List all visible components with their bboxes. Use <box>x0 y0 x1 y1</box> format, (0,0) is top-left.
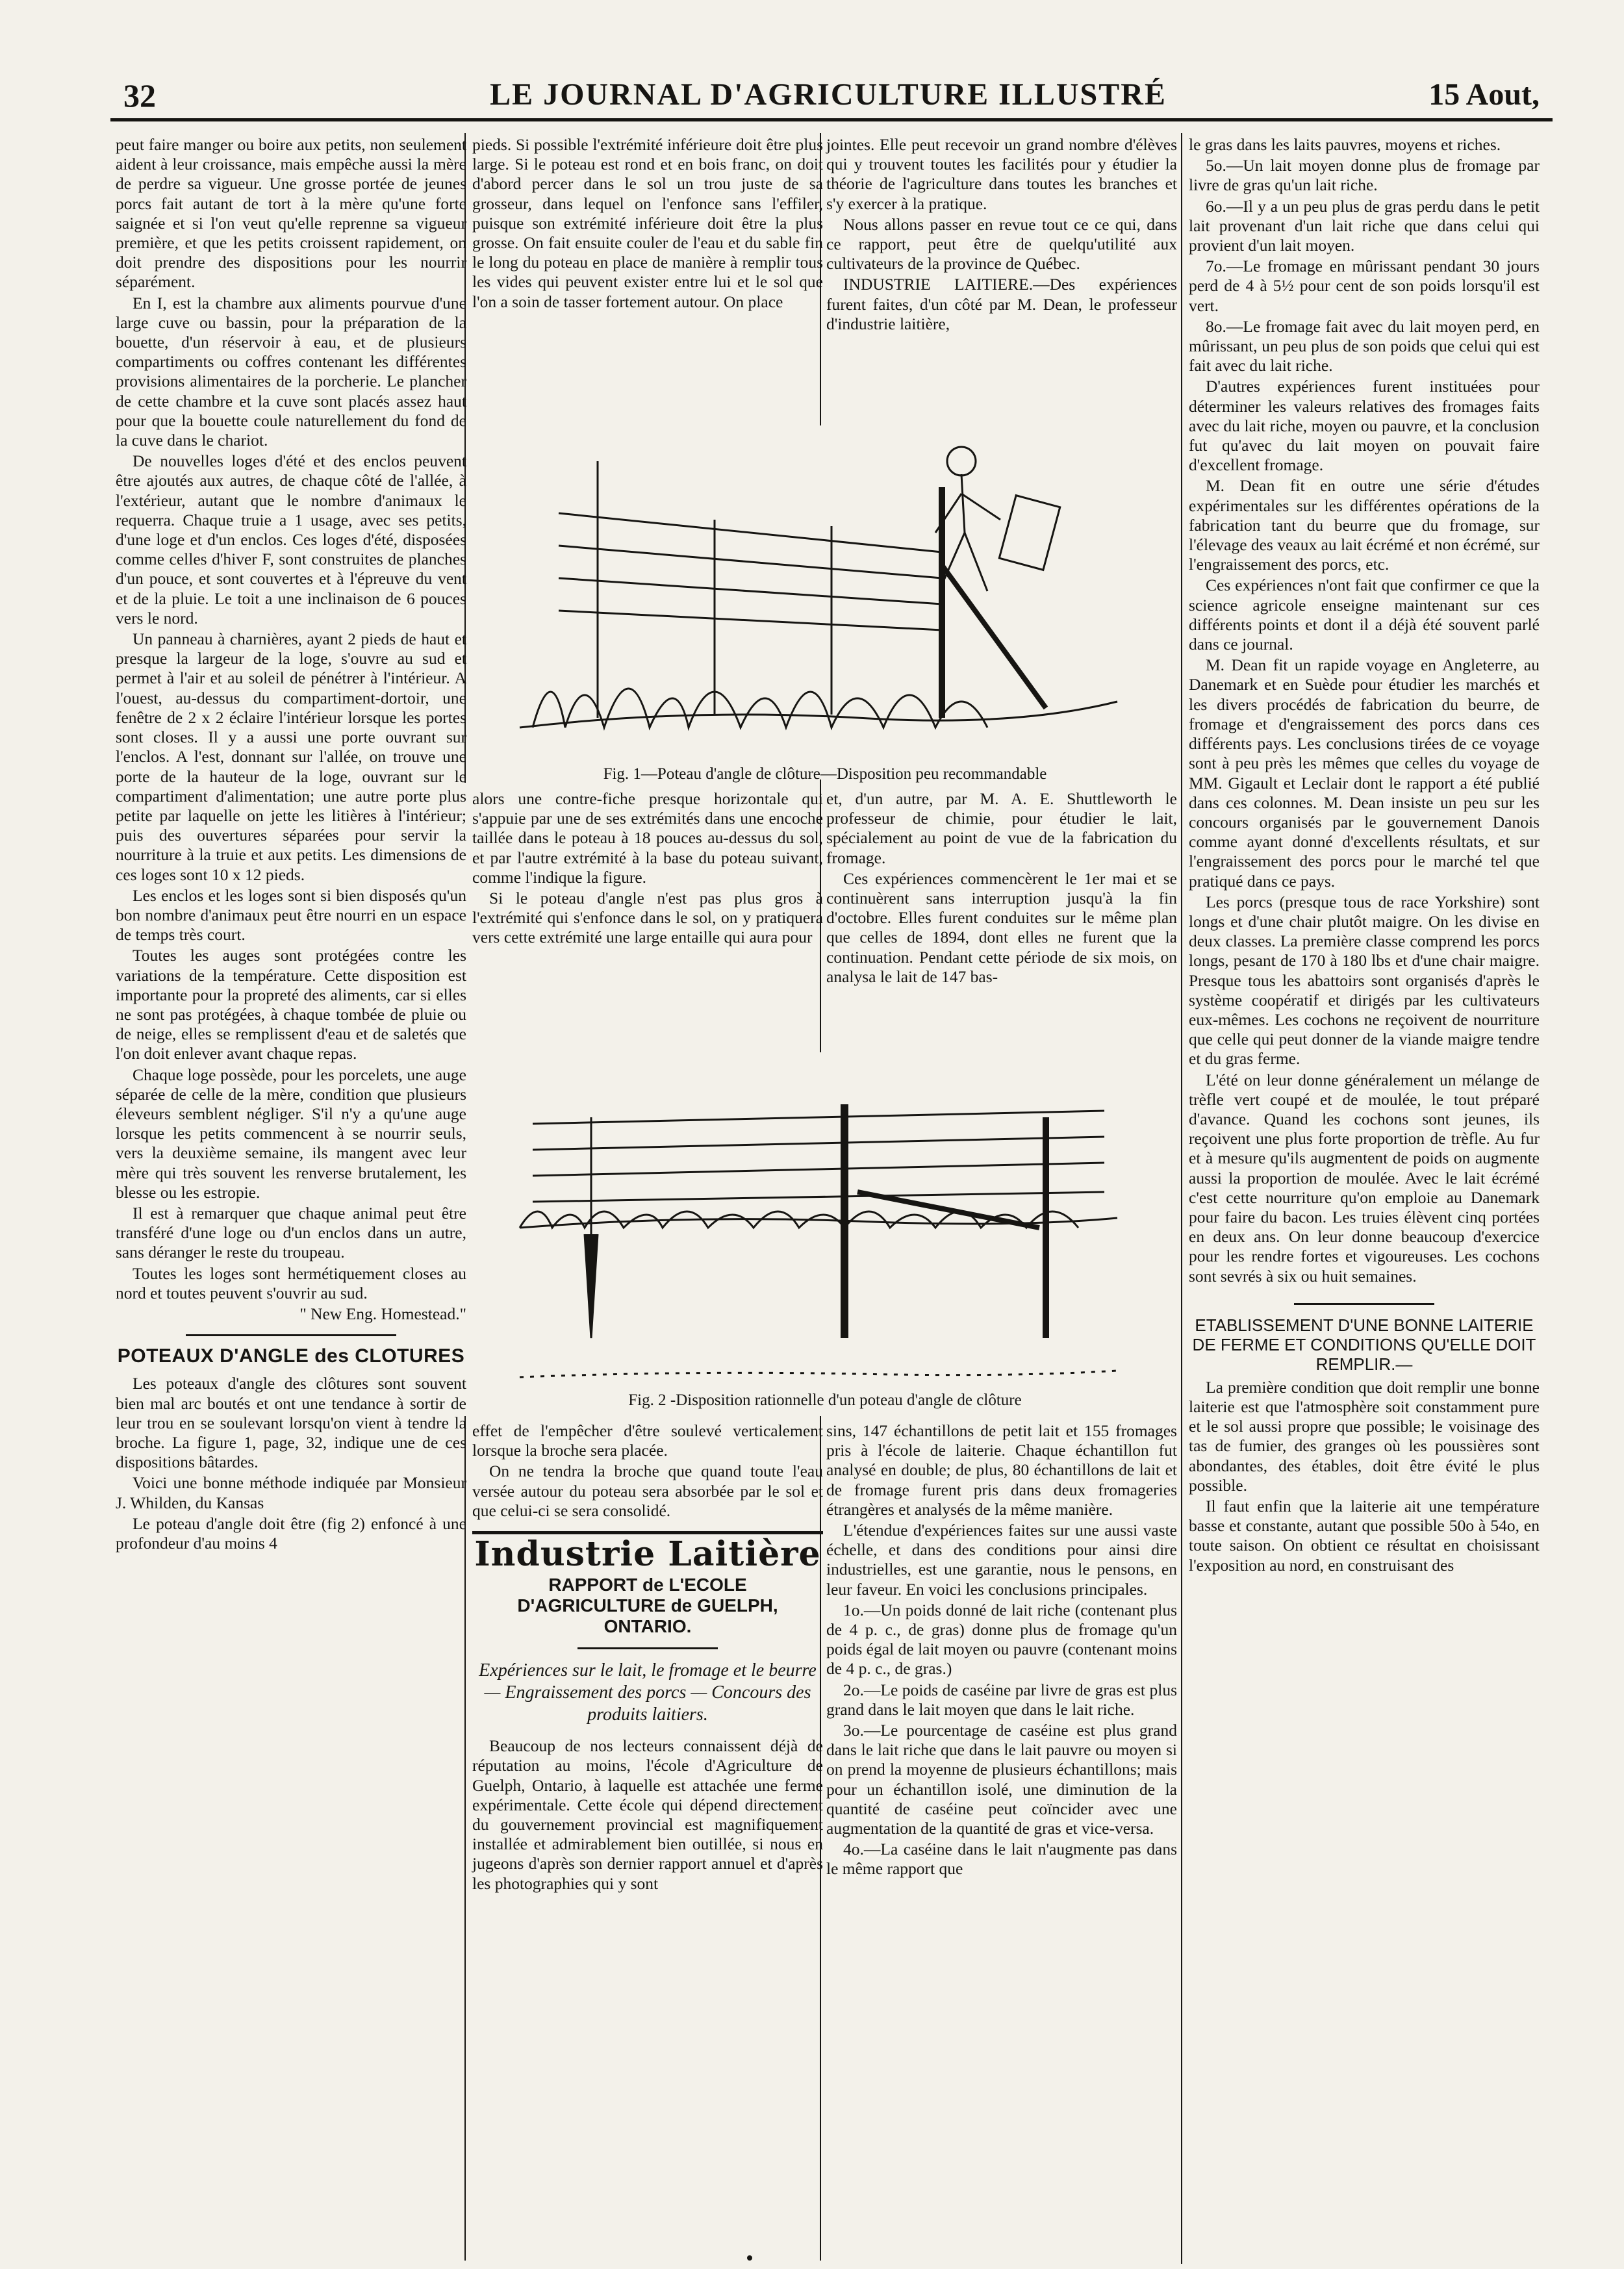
paragraph: L'étendue d'expériences faites sur une aussi vaste échelle, et dans des conditions pour ainsi dire industrielles, est une garantie, nous le pensons, en leur faveur. En voici les conclusions principales. <box>826 1521 1177 1599</box>
paragraph: Si le poteau d'angle n'est pas plus gros à l'extrémité qui s'enfonce dans le sol, on y pratiquera vers cette extrémité une large entaille qui aura pour <box>472 889 823 947</box>
paragraph: On ne tendra la broche que quand toute l'eau versée autour du poteau sera absorbée par le sol et que celui-ci se sera consolidé. <box>472 1462 823 1520</box>
paragraph: Les poteaux d'angle des clôtures sont souvent bien mal arc boutés et ont une tendance à sortir de leur trou en se soulevant lorsqu'on vient à tendre la broche. La figure 1, page, 32, indique une de ces dispositions bâtardes. <box>116 1374 466 1472</box>
issue-date: 15 Aout, <box>1428 77 1540 112</box>
paragraph: effet de l'empêcher d'être soulevé verticalement lorsque la broche sera placée. <box>472 1421 823 1460</box>
paragraph: M. Dean fit en outre une série d'études expérimentales sur les différentes opérations de la fabrication tant du beurre que du fromage, sur l'élevage des veaux au lait écrémé et non écrémé, sur l'engraissement des porcs, etc. <box>1189 476 1540 574</box>
column-3-bottom <box>826 1421 1177 1881</box>
paragraph: 2o.—Le poids de caséine par livre de gras est plus grand dans le lait moyen que dans le lait riche. <box>826 1680 1177 1719</box>
paragraph: M. Dean fit un rapide voyage en Angleterre, au Danemark et en Suède pour étudier les marchés et les divers procédés de fabrication du beurre, de fromage et d'engraissement des porcs dans ces différents pays. Les conclusions tirées de ce voyage sont à peu près les mêmes que celles du voyage de MM. Gigault et Leclair dont le rapport a été publié dans ces colonnes. M. Dean insiste un peu sur les concours organisés par le gouvernement Danois comme ayant donné d'excellents résultats, et sur l'engraissement des porcs pour le marché tel que pratiqué dans ce pays. <box>1189 655 1540 891</box>
column-2-middle <box>472 789 823 949</box>
paragraph: Beaucoup de nos lecteurs connaissent déjà de réputation au moins, l'école d'Agriculture de Guelph, Ontario, à laquelle est attachée une ferme expérimentale. Cette école qui dépend directement du gouvernement provincial est magnifiquement installée et admirablement bien outillée, si nous en jugeons d'après son dernier rapport annuel et d'après les photographies qui y sont <box>472 1736 823 1893</box>
paragraph: jointes. Elle peut recevoir un grand nombre d'élèves qui y trouvent toutes les facilités pour y étudier la théorie de l'agriculture dans toutes les branches et s'y exercer à la pratique. <box>826 135 1177 213</box>
paragraph: Le poteau d'angle doit être (fig 2) enfoncé à une profondeur d'au moins 4 <box>116 1514 466 1553</box>
paragraph: Ces expériences n'ont fait que confirmer ce que la science agricole enseigne maintenant sur ces différents points et dont il a déjà été souvent parlé dans ce journal. <box>1189 576 1540 654</box>
paragraph: Toutes les loges sont hermétiquement closes au nord et toutes peuvent s'ouvrir au sud. <box>116 1263 466 1302</box>
paragraph: 8o.—Le fromage fait avec du lait moyen perd, en mûrissant, un peu plus de son poids que celui qui est fait avec du lait riche. <box>1189 316 1540 375</box>
paragraph: Ces expériences commencèrent le 1er mai et se continuèrent sans interruption jusqu'à la fin d'octobre. Elles furent conduites sur le même plan que celles de 1894, dont elles ne furent que la continuation. Pendant cette période de six mois, on analysa le lait de 147 bas- <box>826 868 1177 986</box>
report-title: RAPPORT de L'ECOLE D'AGRICULTURE de GUELPH, ONTARIO. <box>517 1575 778 1637</box>
paragraph: 7o.—Le fromage en mûrissant pendant 30 jours perd de 4 à 5½ pour cent de son poids lorsqu'il est vert. <box>1189 257 1540 315</box>
paragraph: 6o.—Il y a un peu plus de gras perdu dans le petit lait provenant d'un lait riche que dans celui qui provient d'un lait moyen. <box>1189 196 1540 255</box>
paragraph: Il faut enfin que la laiterie ait une température basse et constante, autant que possible 50o à 54o, en toute saison. On obtient ce résultat en choisissant l'exposition au nord, en construisant des <box>1189 1497 1540 1575</box>
paragraph: L'été on leur donne généralement un mélange de trèfle vert coupé et de moulée, le tout préparé d'avance. Quand les cochons sont jeunes, ils reçoivent une plus forte proportion de trèfle. Au fur et à mesure qu'ils augmentent de poids on augmente aussi la proportion de moulée. Avec le lait écrémé c'est cette nourriture qu'on emploie au Danemark pour faire du bacon. Les truies élèvent cinq portées en deux ans. On leur donne beaucoup d'exercice pour les rendre fortes et vigoureuses. Les cochons sont sevrés à six ou huit semaines. <box>1189 1070 1540 1286</box>
column-4 <box>1189 135 1540 1577</box>
page-number: 32 <box>123 77 156 114</box>
column-3-middle <box>826 789 1177 988</box>
figure-1-caption: Fig. 1—Poteau d'angle de clôture—Disposition peu recommandable <box>603 765 1047 783</box>
paragraph: sins, 147 échantillons de petit lait et 155 fromages pris à l'école de laiterie. Chaque échantillon fut analysé en double; de plus, 80 échantillons de lait et de fromage furent pris dans deux fromageries étrangères et analysés de la même manière. <box>826 1421 1177 1519</box>
paragraph: Les enclos et les loges sont si bien disposés qu'un bon nombre d'animaux peut être nourri en un espace de temps très court. <box>116 885 466 944</box>
column-1 <box>116 135 466 1554</box>
figure-2-caption: Fig. 2 -Disposition rationnelle d'un poteau d'angle de clôture <box>628 1391 1022 1409</box>
column-2-top <box>472 135 823 313</box>
article-heading: POTEAUX D'ANGLE des CLOTURES <box>117 1345 465 1367</box>
header-rule <box>110 118 1553 121</box>
paragraph: peut faire manger ou boire aux petits, non seulement aident à leur croissance, mais empêche aussi la mère de perdre sa vigueur. Une grosse portée de jeunes porcs fait autant de tort à la mère qu'une forte saignée et si l'on veut qu'elle reprenne sa vigueur première, et que les petits croissent rapidement, on doit prendre des dispositions pour les nourrir séparément. <box>116 135 466 292</box>
paragraph: INDUSTRIE LAITIERE.—Des expériences furent faites, d'un côté par M. Dean, le professeur d'industrie laitière, <box>826 275 1177 333</box>
fence-post-figure-1 <box>494 422 1130 760</box>
column-3-top <box>826 135 1177 335</box>
paragraph: le gras dans les laits pauvres, moyens et riches. <box>1189 135 1501 154</box>
paragraph: et, d'un autre, par M. A. E. Shuttleworth le professeur de chimie, pour étudier le lait, spécialement au point de vue de la fabrication du fromage. <box>826 789 1177 867</box>
paragraph: De nouvelles loges d'été et des enclos peuvent être ajoutés aux autres, de chaque côté de l'allée, à l'extérieur, autant que le nombre d'animaux le requerra. Chaque truie a 1 usage, avec ses petits, d'une loge et d'un enclos. Ces loges d'été, disposées comme celles d'hiver F, sont construites de planches d'un pouce, et sont couvertes et à l'épreuve du vent et de la pluie. Le toit a une inclinaison de 6 pouces vers le nord. <box>116 451 466 627</box>
section-rule <box>1294 1303 1434 1305</box>
paragraph: Il est à remarquer que chaque animal peut être transféré d'une loge ou d'un enclos dans un autre, sans déranger le reste du troupeau. <box>116 1203 466 1262</box>
paragraph: 5o.—Un lait moyen donne plus de fromage par livre de gras qu'un lait riche. <box>1189 156 1540 195</box>
paragraph: pieds. Si possible l'extrémité inférieure doit être plus large. Si le poteau est rond et en bois franc, on doit d'abord percer dans le sol un trou juste de sa grosseur, dans lequel on l'enfonce sans l'effiler, puisque son extrémité inférieure doit être la plus grosse. On fait ensuite couler de l'eau et du sable fin le long du poteau en place de manière à remplir tous les vides qui peuvent exister entre lui et le sol que l'on a soin de tasser fortement autour. On place <box>472 135 823 311</box>
paragraph: Les porcs (presque tous de race Yorkshire) sont longs et d'une chair plutôt maigre. On les divise en deux classes. La première classe comprend les porcs longs, pesant de 170 à 180 lbs et d'une chair maigre. Presque tous les abattoirs sont organisés d'après le système coopératif et dirigés par les cultivateurs eux-mêmes. Les cochons ne reçoivent de nourriture que celle qui peut donner de la viande maigre tendre et du gras ferme. <box>1189 892 1540 1069</box>
paragraph: Voici une bonne méthode indiquée par Monsieur J. Whilden, du Kansas <box>116 1473 466 1512</box>
paragraph: D'autres expériences furent instituées pour déterminer les valeurs relatives des fromages faits avec du lait riche, moyen ou pauvre, et la conclusion fut qu'avec du lait moyen on pouvait faire d'excellent fromage. <box>1189 377 1540 475</box>
fence-post-figure-2 <box>494 1065 1130 1390</box>
paragraph: alors une contre-fiche presque horizontale qui s'appuie par une de ses extrémités dans une encoche taillée dans le poteau à 18 pouces au-dessus du sol, et par l'autre extrémité à la base du poteau suivant, comme l'indique la figure. <box>472 789 823 887</box>
column-divider <box>1181 133 1182 2264</box>
report-intro: Expériences sur le lait, le fromage et le beurre — Engraissement des porcs — Concours des produits laitiers. <box>479 1660 817 1725</box>
page-header <box>104 77 1553 116</box>
article-heading: ETABLISSEMENT D'UNE BONNE LAITERIE DE FERME ET CONDITIONS QU'ELLE DOIT REMPLIR.— <box>1192 1315 1536 1374</box>
paragraph: Nous allons passer en revue tout ce ce qui, dans ce rapport, peut être de quelqu'utilité aux cultivateurs de la province de Québec. <box>826 214 1177 273</box>
paragraph: Un panneau à charnières, ayant 2 pieds de haut et presque la largeur de la loge, s'ouvre au sud et permet à l'air et au soleil de pénétrer à l'intérieur. A l'ouest, au-dessus du compartiment-dortoir, une fenêtre de 2 x 2 éclaire l'intérieur lorsque les portes sont closes. Il y a aussi une porte ouvrant sur l'enclos. A l'est, donnant sur l'allée, on trouve une porte de la hauteur de la loge, ouvrant sur le compartiment d'alimentation; une autre porte plus petite par laquelle on jette les litières à l'intérieur; puis des ouvertures séparées pour servir la nourriture à la truie et aux petits. Les dimensions de ces loges sont 10 x 12 pieds. <box>116 629 466 884</box>
paragraph: 1o.—Un poids donné de lait riche (contenant plus de 4 p. c., de gras) donne plus de fromage qu'un poids égal de lait moyen ou pauvre (contenant moins de 4 p. c., de gras.) <box>826 1600 1177 1679</box>
paragraph: La première condition que doit remplir une bonne laiterie est que l'atmosphère soit constamment pure et le sol aussi propre que possible; le voisinage des tas de fumier, des granges où les poussières sont abondantes, des étables, doit être évité le plus possible. <box>1189 1377 1540 1495</box>
paragraph: Chaque loge possède, pour les porcelets, une auge séparée de celle de la mère, condition que plusieurs éleveurs semblent négliger. S'il n'y a qu'une auge lorsque les petits commencent à se nourrir seuls, vers la deuxième semaine, ils mangent avec leur mère qui très souvent les renverse brutalement, les blesse ou les estropie. <box>116 1065 466 1202</box>
source-quote: " New Eng. Homestead." <box>299 1304 466 1323</box>
section-rule <box>186 1334 396 1336</box>
paragraph: 3o.—Le pourcentage de caséine est plus grand dans le lait riche que dans le lait pauvre ou moyen si on prend la moyenne de plusieurs échantillons; mais pour un échantillon isolé, une diminution de la quantité de caséine peut coïncider avec une augmentation de la quantité de gras et vice-versa. <box>826 1721 1177 1838</box>
section-rule <box>577 1647 718 1649</box>
paragraph: En I, est la chambre aux aliments pourvue d'une large cuve ou bassin, pour la préparation de la bouette, d'un réservoir à eau, et de plusieurs compartiments ou coffres contenant les différentes provisions alimentaires de la porcherie. Le plancher de cette chambre et la cuve sont placés assez haut pour que la bouette coule naturellement du fond de la cuve dans le chariot. <box>116 293 466 450</box>
print-speck <box>747 2255 752 2261</box>
section-title: Industrie Laitière <box>474 1534 821 1575</box>
paragraph: 4o.—La caséine dans le lait n'augmente pas dans le même rapport que <box>826 1840 1177 1879</box>
paragraph: Toutes les auges sont protégées contre les variations de la température. Cette disposition est importante pour la propreté des aliments, car si elles ne sont pas protégées, à chaque tombée de pluie ou de neige, elles se remplissent d'eau et de saletés que l'on doit enlever avant chaque repas. <box>116 946 466 1063</box>
journal-title: LE JOURNAL D'AGRICULTURE ILLUSTRÉ <box>490 77 1167 112</box>
column-2-bottom <box>472 1421 823 1895</box>
